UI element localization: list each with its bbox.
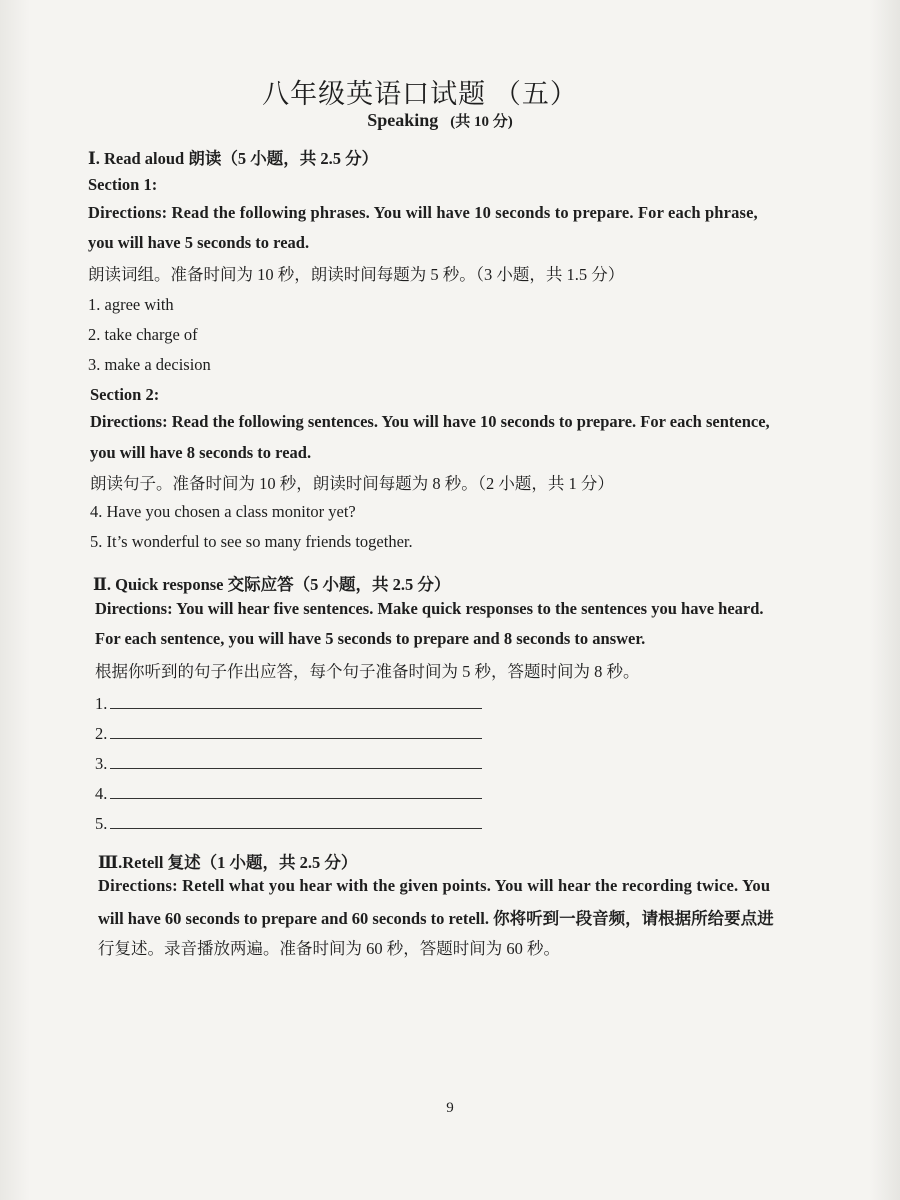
blank-number: 4.	[95, 784, 108, 803]
subtitle-points: (共 10 分)	[450, 114, 513, 130]
section1-label: Section 1:	[88, 175, 158, 194]
part2-cn-instructions: 根据你听到的句子作出应答，每个句子准备时间为 5 秒，答题时间为 8 秒。	[95, 662, 640, 681]
section2-cn-instructions: 朗读句子。准备时间为 10 秒，朗读时间每题为 8 秒。（2 小题，共 1 分）	[90, 474, 614, 493]
list-item: 3. make a decision	[88, 355, 211, 374]
part3-heading: Ⅲ.Retell 复述（1 小题，共 2.5 分）	[98, 853, 358, 872]
section1-directions-line: Directions: Read the following phrases. You will have 10 seconds to prepare. For each phrase,	[88, 203, 758, 222]
subtitle-main: Speaking	[367, 110, 439, 130]
part2-directions-line: For each sentence, you will have 5 seconds to prepare and 8 seconds to answer.	[95, 629, 646, 648]
list-item: 4. Have you chosen a class monitor yet?	[90, 502, 356, 521]
answer-line	[110, 754, 482, 769]
answer-blank	[95, 724, 482, 744]
part3-line: will have 60 seconds to prepare and 60 seconds to retell. 你将听到一段音频，请根据所给要点进	[98, 909, 774, 928]
page-number: 9	[446, 1100, 454, 1116]
part2-heading: Ⅱ. Quick response 交际应答（5 小题，共 2.5 分）	[93, 575, 451, 594]
list-item: 5. It’s wonderful to see so many friends together.	[90, 532, 413, 551]
section2-directions-line: you will have 8 seconds to read.	[90, 443, 312, 462]
blank-number: 1.	[95, 694, 108, 713]
section2-directions-line: Directions: Read the following sentences. You will have 10 seconds to prepare. For each sentence,	[90, 412, 770, 431]
part3-line: Directions: Retell what you hear with the given points. You will hear the recording twice. You	[98, 876, 771, 895]
page-subtitle	[0, 110, 880, 131]
answer-blank	[95, 814, 482, 834]
list-item: 1. agree with	[88, 295, 174, 314]
answer-blank	[95, 754, 482, 774]
blank-number: 2.	[95, 724, 108, 743]
answer-line	[110, 694, 482, 709]
list-item: 2. take charge of	[88, 325, 198, 344]
blank-number: 5.	[95, 814, 108, 833]
blank-number: 3.	[95, 754, 108, 773]
answer-blank	[95, 694, 482, 714]
answer-line	[110, 724, 482, 739]
answer-blank	[95, 784, 482, 804]
answer-line	[110, 784, 482, 799]
page-title: 八年级英语口试题 （五）	[262, 79, 578, 109]
part2-directions-line: Directions: You will hear five sentences. Make quick responses to the sentences you have heard.	[95, 599, 764, 618]
answer-line	[110, 814, 482, 829]
section2-label: Section 2:	[90, 385, 160, 404]
section1-directions-line: you will have 5 seconds to read.	[88, 233, 310, 252]
section1-cn-instructions: 朗读词组。准备时间为 10 秒，朗读时间每题为 5 秒。（3 小题，共 1.5 分）	[88, 265, 625, 284]
part3-line: 行复述。录音播放两遍。准备时间为 60 秒，答题时间为 60 秒。	[98, 939, 560, 958]
part1-heading: Ⅰ. Read aloud 朗读（5 小题，共 2.5 分）	[88, 149, 379, 168]
